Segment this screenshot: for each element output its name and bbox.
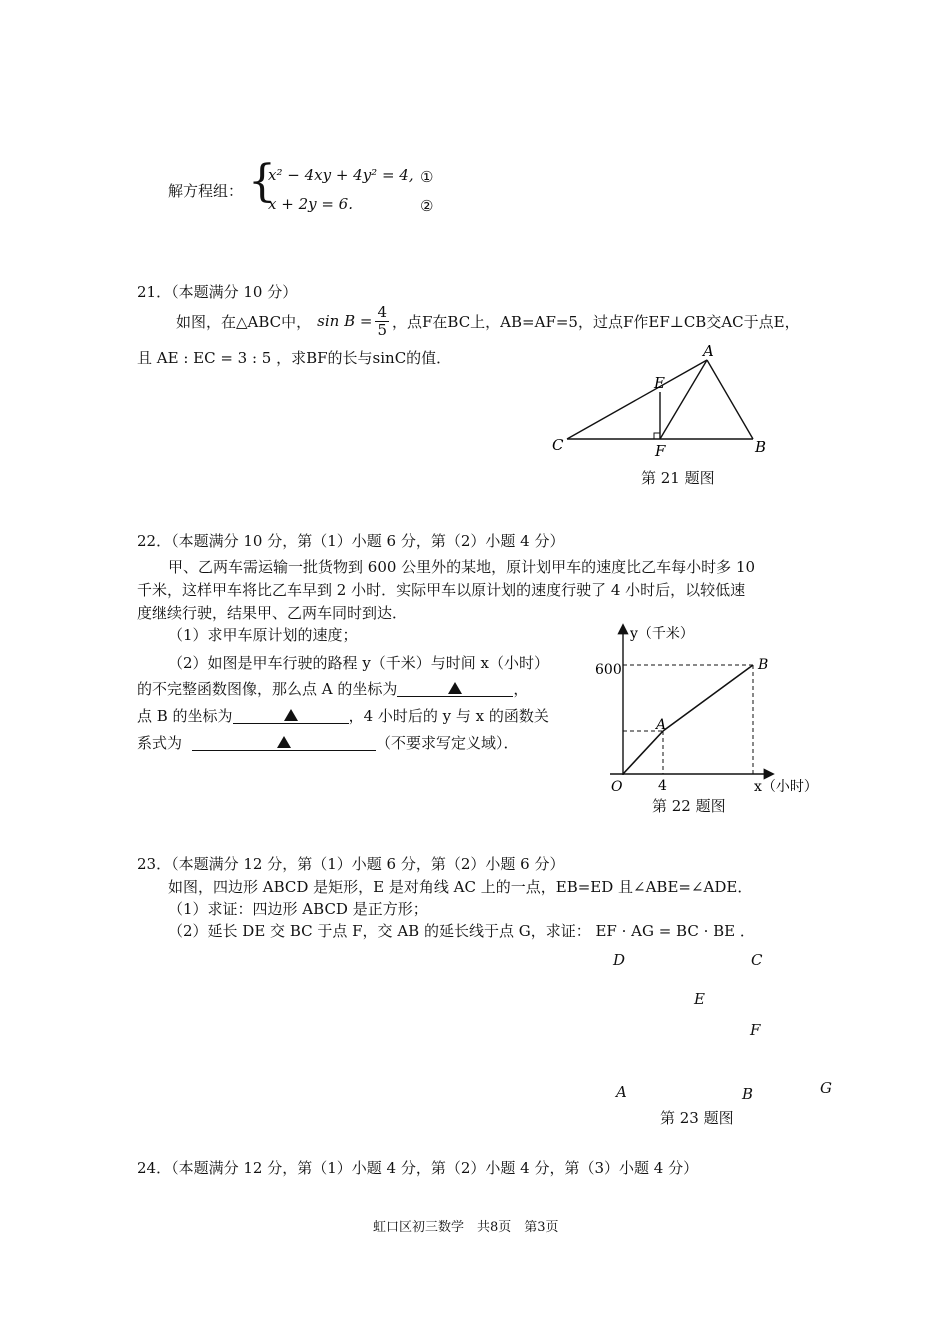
q23-label-e: E	[694, 990, 705, 1008]
q21-line1-b: ，点F在BC上，AB=AF=5，过点F作EF⊥CB交AC于点E，	[392, 312, 800, 331]
q23-label-f: F	[750, 1021, 761, 1039]
q21-frac-num: 4	[377, 303, 387, 321]
q22-s2b: 的不完整函数图像，那么点 A 的坐标为	[137, 680, 398, 698]
q23-l2: （1）求证：四边形 ABCD 是正方形；	[168, 900, 428, 918]
q21-label-c: C	[552, 436, 564, 454]
graph-origin: O	[611, 779, 623, 795]
q22-s1: （1）求甲车原计划的速度；	[168, 626, 358, 644]
q21-label-e: E	[654, 374, 665, 392]
q20-prompt: 解方程组：	[168, 182, 244, 200]
q20-eq2-mark: ②	[420, 197, 434, 215]
q22-s2b-line	[137, 678, 528, 699]
brace: {	[248, 156, 276, 207]
q23-l1: 如图，四边形 ABCD 是矩形，E 是对角线 AC 上的一点，EB=ED 且∠ABE=∠ADE．	[168, 878, 753, 896]
q22-p1: 甲、乙两车需运输一批货物到 600 公里外的某地，原计划甲车的速度比乙车每小时多 10	[168, 558, 756, 576]
q21-label-a: A	[703, 342, 714, 360]
answer-blank-b[interactable]	[233, 707, 349, 724]
q21-segment-af	[660, 360, 707, 439]
q22-s2d-end: （不要求写定义域）．	[376, 734, 519, 752]
graph-y-tick: 600	[595, 662, 622, 678]
q21-label-f: F	[655, 442, 666, 460]
q23-label-g: G	[820, 1079, 832, 1097]
triangle-icon	[448, 682, 462, 694]
q22-caption: 第 22 题图	[652, 797, 726, 815]
q21-right-angle	[654, 433, 660, 439]
q21-line1-a: 如图，在△ABC中，	[176, 312, 312, 331]
q22-p2: 千米，这样甲车将比乙车早到 2 小时．实际甲车以原计划的速度行驶了 4 小时后，以较低速	[137, 581, 746, 599]
graph-point-b: B	[758, 657, 769, 673]
q20-eq2: x + 2y = 6.	[268, 195, 353, 213]
q23-label-a: A	[616, 1083, 627, 1101]
q21-segment-ca	[567, 360, 707, 439]
q21-figure	[545, 340, 775, 460]
answer-blank-a[interactable]	[397, 680, 513, 697]
answer-blank-function[interactable]	[192, 734, 376, 751]
q22-graph	[590, 620, 830, 800]
q21-segment-ab	[707, 360, 753, 439]
q21-line1	[176, 304, 800, 338]
q21-fraction	[375, 304, 389, 338]
q20-eq1: x² − 4xy + 4y² = 4,	[268, 166, 414, 184]
q23-l3: （2）延长 DE 交 BC 于点 F，交 AB 的延长线于点 G，求证： EF · AG = BC · BE ．	[168, 922, 755, 940]
q22-s2c-line	[137, 705, 549, 726]
q22-s2a: （2）如图是甲车行驶的路程 y（千米）与时间 x（小时）	[168, 654, 550, 672]
q22-s2c: 点 B 的坐标为	[137, 707, 233, 725]
graph-segment-oa	[623, 731, 663, 774]
triangle-icon	[277, 736, 291, 748]
q22-p3: 度继续行驶，结果甲、乙两车同时到达．	[137, 604, 408, 622]
q22-s2c-end: ，4 小时后的 y 与 x 的函数关	[348, 707, 549, 725]
graph-x-label: x（小时）	[754, 779, 818, 795]
q22-header: 22．（本题满分 10 分，第（1）小题 6 分，第（2）小题 4 分）	[137, 532, 565, 550]
q21-line2: 且 AE : EC = 3 : 5 ，求BF的长与sinC的值．	[137, 349, 452, 367]
q22-s2d-line	[137, 732, 519, 753]
q22-s2d: 系式为	[137, 734, 183, 752]
graph-segment-ab	[663, 665, 753, 731]
graph-x-tick: 4	[658, 778, 667, 794]
q23-caption: 第 23 题图	[660, 1109, 734, 1127]
page-footer: 虹口区初三数学 共8页 第3页	[373, 1220, 559, 1235]
q24-header: 24．（本题满分 12 分，第（1）小题 4 分，第（2）小题 4 分，第（3）小题 4 分）	[137, 1159, 699, 1177]
q23-label-b: B	[742, 1085, 754, 1103]
q22-s2b-end: ，	[513, 680, 529, 698]
graph-point-a: A	[656, 717, 667, 733]
q21-caption: 第 21 题图	[641, 469, 715, 487]
triangle-icon	[284, 709, 298, 721]
q23-label-c: C	[751, 951, 763, 969]
q21-frac-den: 5	[377, 320, 387, 339]
q21-sin: sin B =	[317, 312, 373, 330]
q21-label-b: B	[755, 438, 767, 456]
q23-header: 23．（本题满分 12 分，第（1）小题 6 分，第（2）小题 6 分）	[137, 855, 565, 873]
q20-eq1-mark: ①	[420, 168, 434, 186]
q23-label-d: D	[613, 951, 626, 969]
graph-y-label: y（千米）	[630, 626, 694, 642]
q21-header: 21．（本题满分 10 分）	[137, 283, 298, 301]
